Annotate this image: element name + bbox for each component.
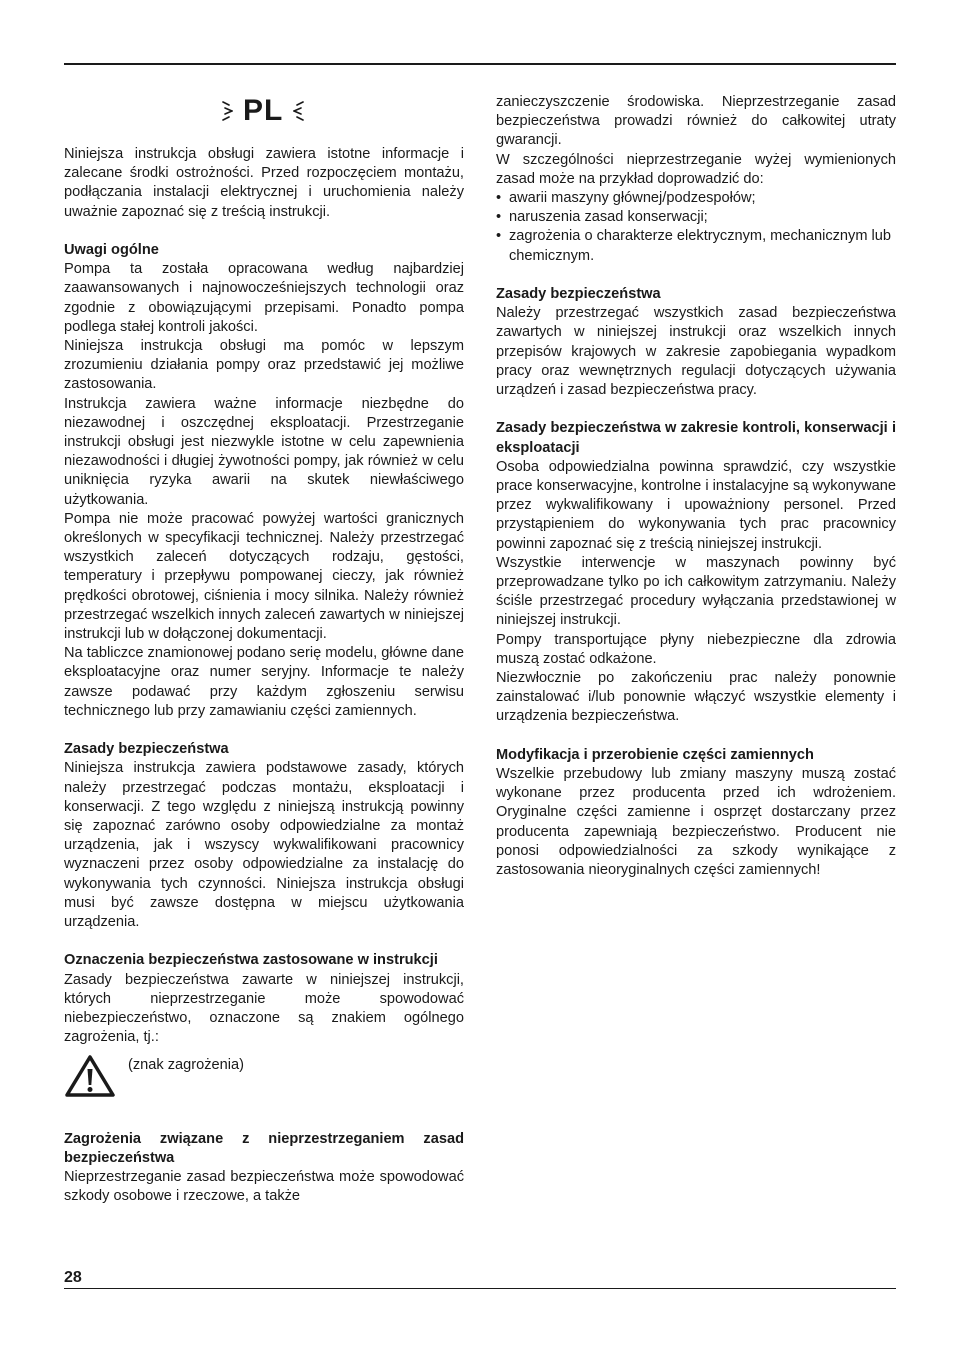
section-heading: Zasady bezpieczeństwa w zakresie kontroli, konserwacji i eksploatacji [496,420,896,456]
left-column [64,145,464,1206]
warning-caption: (znak zagrożenia) [128,1056,244,1073]
right-column [496,93,896,880]
top-rule [64,63,896,65]
paragraph: Nieprzestrzeganie zasad bezpieczeństwa może spowodować szkody osobowe i rzeczowe, a także [64,1168,464,1205]
section-heading: Modyfikacja i przerobienie części zamiennych [496,746,814,763]
section-heading: Zagrożenia związane z nieprzestrzeganiem zasad bezpieczeństwa [64,1130,464,1166]
paragraph: Pompa nie może pracować powyżej wartości granicznych określonych w specyfikacji technicznej. Należy przestrzegać wszystkich zaleceń dotyczących rodzaju, gęstości, temperatury i przepływu pompowanej cieczy, jak również prędkości obrotowej, ciśnienia i mocy silnika. Należy również przestrzegać wszelkich innych zaleceń zawartych w niniejszej instrukcji lub w dołączonej dokumentacji. [64,510,464,643]
language-code: PL [243,94,284,127]
list-item: • zagrożenia o charakterze elektrycznym, mechanicznym lub chemicznym. [496,227,896,265]
list-item: • naruszenia zasad konserwacji; [496,208,896,227]
risk-list [496,189,896,266]
section-heading: Uwagi ogólne [64,242,159,258]
section-heading: Oznaczenia bezpieczeństwa zastosowane w instrukcji [64,952,438,969]
section-heading: Zasady bezpieczeństwa [496,286,661,303]
right-bracket-icon [292,99,304,123]
bottom-rule [64,1288,896,1289]
language-marker [222,94,304,128]
paragraph: Niezwłocznie po zakończeniu prac należy ponownie zainstalować i/lub ponownie włączyć wszystkie elementy i urządzenia bezpieczeństwa. [496,670,896,725]
paragraph: Pompa ta została opracowana według najbardziej zaawansowanych i najnowocześniejszych technologii oraz zgodnie z obowiązującymi przepisami. Ponadto pompa podlega stałej kontroli jakości. [64,261,464,335]
intro-paragraph: Niniejsza instrukcja obsługi zawiera istotne informacje i zalecane środki ostrożności. Przed rozpoczęciem montażu, podłączania instalacji elektrycznej i uruchomienia należy uważnie zapoznać się z treścią instrukcji. [64,146,464,220]
page-number: 28 [64,1269,82,1286]
paragraph: Należy przestrzegać wszystkich zasad bezpieczeństwa zawartych w niniejszej instrukcji oraz wszelkich innych przepisów krajowych w zakresie zapobiegania wypadkom pracy oraz wewnętrznych regulacji dotyczących używania urządzeń i zasad bezpieczeństwa pracy. [496,305,896,399]
left-bracket-icon [222,99,234,123]
paragraph: Osoba odpowiedzialna powinna sprawdzić, czy wszystkie prace konserwacyjne, kontrolne i instalacyjne są wykonywane przez wykwalifikowany i upoważniony personel. Przed przystąpieniem do wykonywania tych prac pracownicy powinni zapoznać się z treścią niniejszej instrukcji. [496,458,896,552]
paragraph: Instrukcja zawiera ważne informacje niezbędne do niezawodnej i oszczędnej eksploatacji. Przestrzeganie instrukcji obsługi jest niezwykle istotne w celu zapewnienia niezawodności i długiej żywotności pompy, jak również w celu uniknięcia ryzyka awarii na skutek niewłaściwego użytkowania. [64,395,464,508]
paragraph: Niniejsza instrukcja obsługi ma pomóc w lepszym zrozumieniu działania pompy oraz przedstawić jej możliwe zastosowania. [64,338,464,393]
paragraph: Wszelkie przebudowy lub zmiany maszyny muszą zostać wykonane przez producenta przed ich wdrożeniem. Oryginalne części zamienne i osprzęt dostarczany przez producenta zapewniają bezpieczeństwo. Producent nie ponosi odpowiedzialności za szkody wynikające z zastosowania nieoryginalnych części zamiennych! [496,766,896,879]
paragraph: W szczególności nieprzestrzeganie wyżej wymienionych zasad może na przykład doprowadzić do: [496,151,896,187]
paragraph: Wszystkie interwencje w maszynach powinny być przeprowadzane tylko po ich całkowitym zatrzymaniu. Należy ściśle przestrzegać procedury wyłączania przedstawionej w niniejszej instrukcji. [496,554,896,629]
paragraph: Pompy transportujące płyny niebezpieczne dla zdrowia muszą zostać odkażone. [496,631,896,667]
paragraph: Zasady bezpieczeństwa zawarte w niniejszej instrukcji, których nieprzestrzeganie może spowodować niebezpieczeństwo, oznaczone są znakiem ogólnego zagrożenia, tj.: [64,971,464,1046]
warning-symbol-row [64,1054,464,1104]
paragraph: zanieczyszczenie środowiska. Nieprzestrzeganie zasad bezpieczeństwa prowadzi również do całkowitej utraty gwarancji. [496,94,896,149]
warning-triangle-icon [64,1054,116,1098]
section-heading: Zasady bezpieczeństwa [64,741,229,758]
paragraph: Niniejsza instrukcja zawiera podstawowe zasady, których należy przestrzegać podczas montażu, eksploatacji i konserwacji. Z tego względu z niniejszą instrukcją powinny się zapoznać zarówno osoby odpowiedzialne za montaż urządzenia, jak i wszyscy wykwalifikowani pracownicy wyznaczeni przez osoby odpowiedzialne za instalację do wykonywania tych czynności. Niniejsza instrukcja obsługi musi być zawsze dostępna w miejscu użytkowania urządzenia. [64,760,464,931]
paragraph: Na tabliczce znamionowej podano serię modelu, główne dane eksploatacyjne oraz numer seryjny. Informacje te należy zawsze podawać przy każdym zgłoszeniu serwisu technicznego lub przy zamawianiu części zamiennych. [64,645,464,719]
list-item: • awarii maszyny głównej/podzespołów; [496,189,896,208]
